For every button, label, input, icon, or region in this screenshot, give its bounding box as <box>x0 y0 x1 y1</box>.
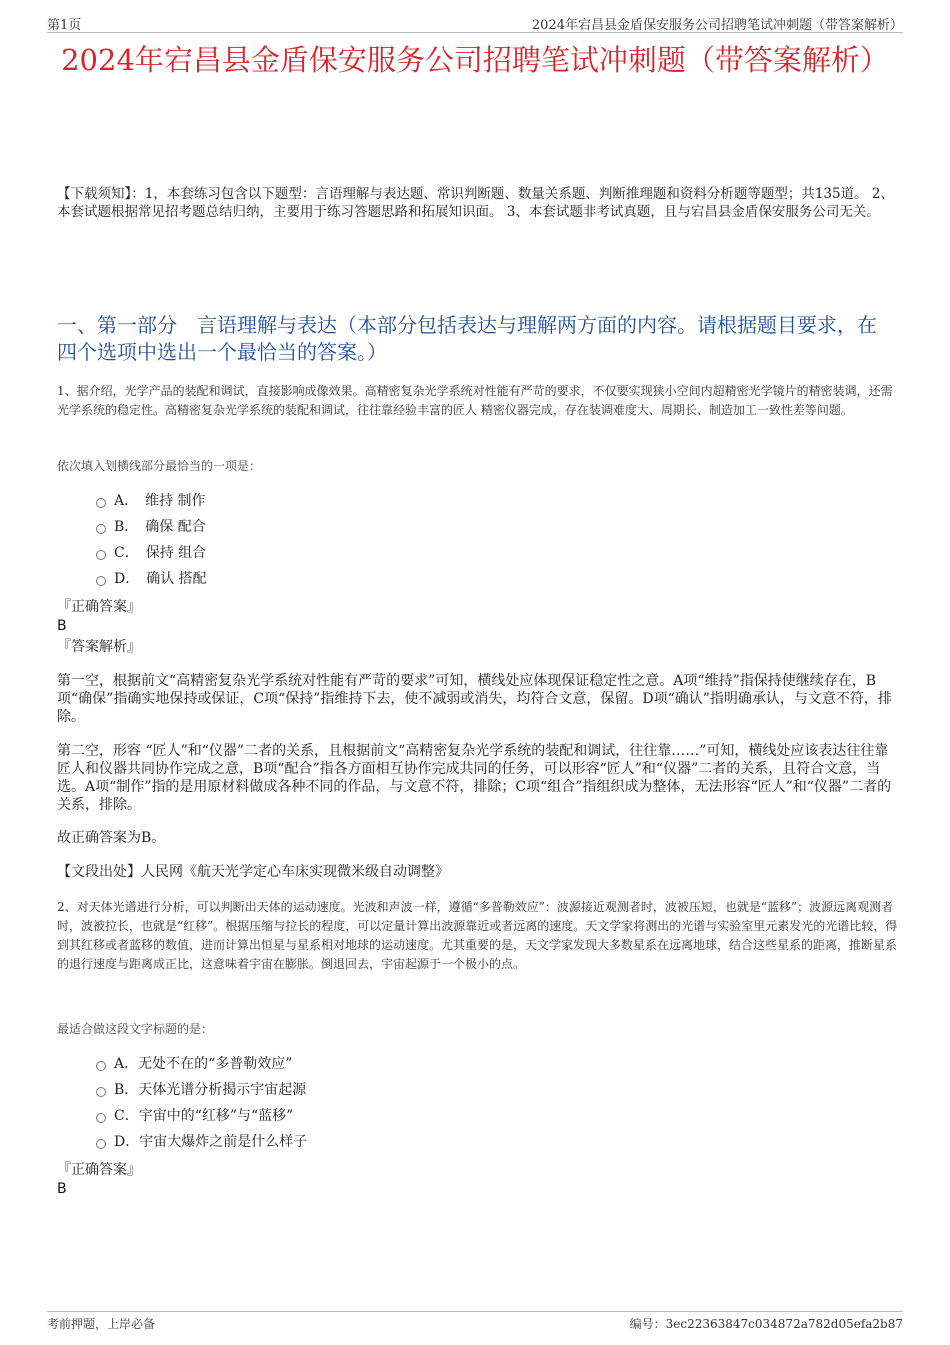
q2-option-d[interactable] <box>96 1133 307 1151</box>
radio-icon[interactable] <box>96 1087 106 1097</box>
q1-analysis-paragraph-2: 第二空，形容 “匠人”和“仪器”二者的关系，且根据前文“高精密复杂光学系统的装配和调试，往往靠……”可知，横线处应该表达往往靠匠人和仪器共同协作完成之意，B项“配合”指各方面相互协作完成共同的任务，可以形容“匠人”和“仪器”二者的关系，且符合文意，当选。A项“制作”指的是用原材料做成各种不同的作品，与文意不符，排除；C项“组合”指组织成为整体，无法形容“匠人”和“仪器”二者的关系，排除。 <box>57 743 892 813</box>
header-doc-title: 2024年宕昌县金盾保安服务公司招聘笔试冲刺题（带答案解析） <box>531 18 903 33</box>
q1-option-c[interactable] <box>96 544 206 562</box>
q2-answer-label: 『正确答案』 <box>57 1162 141 1178</box>
question-2-prompt-block <box>57 1021 900 1037</box>
radio-icon[interactable] <box>96 550 106 560</box>
option-label: B．天体光谱分析揭示宇宙起源 <box>114 1082 307 1098</box>
radio-icon[interactable] <box>96 524 106 534</box>
radio-icon[interactable] <box>96 1061 106 1071</box>
q2-option-a[interactable] <box>96 1055 292 1073</box>
q1-conclusion: 故正确答案为B。 <box>57 830 166 846</box>
q1-answer-value: B <box>57 618 67 634</box>
question-1-prompt-block <box>57 458 900 474</box>
option-label: A．无处不在的“多普勒效应” <box>114 1056 293 1072</box>
option-label: D．宇宙大爆炸之前是什么样子 <box>114 1134 308 1150</box>
option-label: A． 维持 制作 <box>114 493 206 509</box>
q1-source: 【文段出处】人民网《航天光学定心车床实现微米级自动调整》 <box>57 864 449 880</box>
question-2-text <box>57 898 900 974</box>
radio-icon[interactable] <box>96 576 106 586</box>
q2-answer-value: B <box>57 1181 67 1197</box>
page-footer <box>47 1311 903 1334</box>
footer-slogan: 考前押题，上岸必备 <box>47 1317 156 1331</box>
download-notice: 【下载须知】：1，本套练习包含以下题型：言语理解与表达题、常识判断题、数量关系题、判断推理题和资料分析题等题型；共135道。 2、本套试题根据常见招考题总结归纳，主要用于练习答题思路和拓展知识面。 3、本套试题非考试真题，且与宕昌县金盾保安服务公司无关。 <box>57 186 894 220</box>
radio-icon[interactable] <box>96 498 106 508</box>
footer-serial: 编号：3ec22363847c034872a782d05efa2b87 <box>629 1317 903 1331</box>
option-label: B． 确保 配合 <box>114 519 206 535</box>
option-label: C． 保持 组合 <box>114 545 207 561</box>
page-header <box>47 12 903 33</box>
q1-analysis-label: 『答案解析』 <box>57 639 141 655</box>
q1-option-b[interactable] <box>96 518 206 536</box>
question-prompt: 依次填入划横线部分最恰当的一项是： <box>57 459 262 473</box>
page-number: 第1页 <box>47 18 82 33</box>
question-stem: 2、对天体光谱进行分析，可以判断出天体的运动速度。光波和声波一样，遵循“多普勒效应”：波源接近观测者时，波被压短，也就是“蓝移”；波源远离观测者时，波被拉长，也就是“红移”。根据压缩与拉长的程度，可以定量计算出波源靠近或者远离的速度。天文学家将测出的光谱与实验室里元素发光的光谱比较，得到其红移或者蓝移的数值，进而计算出恒星与星系相对地球的运动速度。尤其重要的是，天文学家发现大多数星系在远离地球，结合这些星系的距离，推断星系的退行速度与距离成正比，这意味着宇宙在膨胀。倒退回去，宇宙起源于一个极小的点。 <box>57 900 898 971</box>
q2-option-c[interactable] <box>96 1107 293 1125</box>
question-1-text <box>57 382 900 420</box>
radio-icon[interactable] <box>96 1139 106 1149</box>
q2-option-b[interactable] <box>96 1081 306 1099</box>
radio-icon[interactable] <box>96 1113 106 1123</box>
section-heading: 一、第一部分 言语理解与表达（本部分包括表达与理解两方面的内容。请根据题目要求，在四个选项中选出一个最恰当的答案。） <box>57 313 877 364</box>
document-title: 2024年宕昌县金盾保安服务公司招聘笔试冲刺题（带答案解析） <box>61 43 889 77</box>
question-stem: 1、据介绍，光学产品的装配和调试，直接影响成像效果。高精密复杂光学系统对性能有严苛的要求，不仅要实现狭小空间内超精密光学镜片的精密装调，还需 光学系统的稳定性。高精密复杂光学系统的装配和调试，往往靠经验丰富的匠人 精密仪器完成，存在装调难度大、周期长、制造加工一致性差等问题。 <box>57 384 893 417</box>
question-prompt: 最适合做这段文字标题的是： <box>57 1022 214 1036</box>
q1-answer-label: 『正确答案』 <box>57 599 141 615</box>
q1-option-a[interactable] <box>96 492 206 510</box>
option-label: C．宇宙中的“红移”与“蓝移” <box>114 1108 294 1124</box>
option-label: D． 确认 搭配 <box>114 571 207 587</box>
q1-option-d[interactable] <box>96 570 207 588</box>
q1-analysis-paragraph-1: 第一空，根据前文“高精密复杂光学系统对性能有严苛的要求”可知，横线处应体现保证稳定性之意。A项“维持”指保持使继续存在，B项“确保”指确实地保持或保证，C项“保持”指维持下去，使不减弱或消失，均符合文意，保留。D项“确认”指明确承认，与文意不符，排除。 <box>57 673 892 725</box>
